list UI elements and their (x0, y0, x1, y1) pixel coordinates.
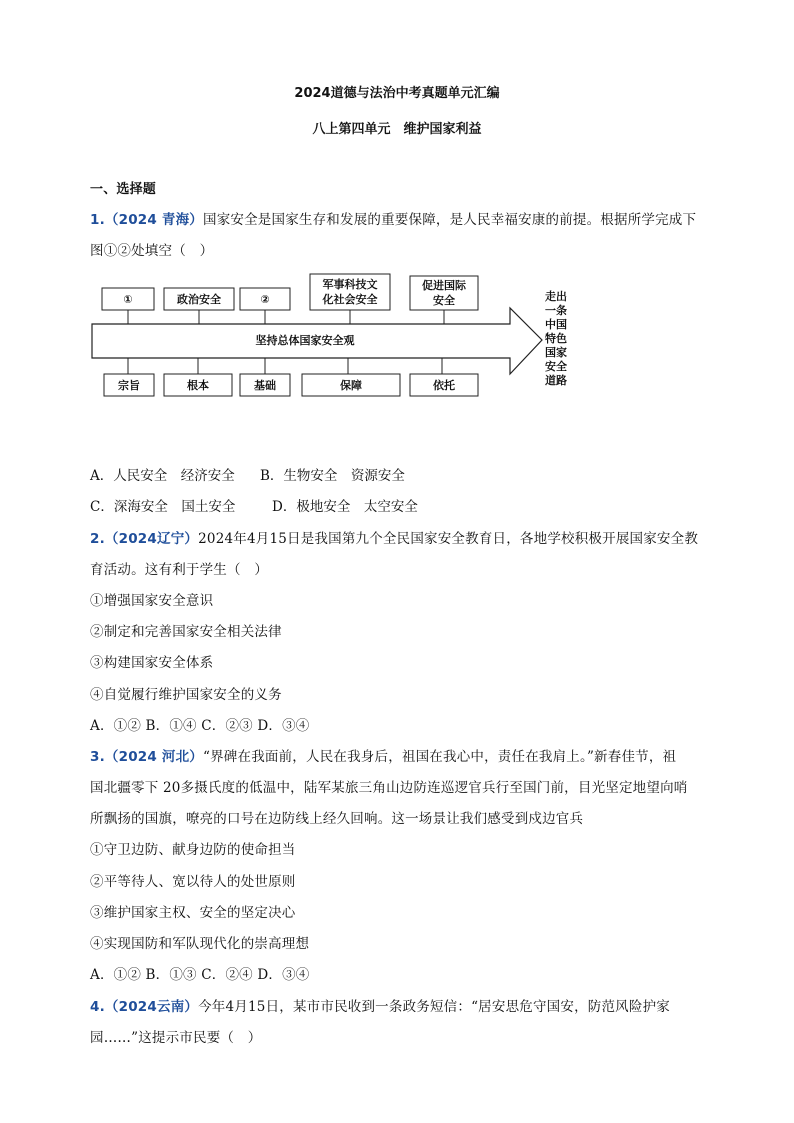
document-title: 2024道德与法治中考真题单元汇编 (294, 86, 500, 101)
q2-item-4: ④自觉履行维护国家安全的义务 (90, 687, 282, 703)
top-box-1-label: ① (123, 293, 133, 306)
q2-item-3: ③构建国家安全体系 (90, 655, 214, 671)
q3-text-1: “界碑在我面前，人民在我身后，祖国在我心中，责任在我肩上。”新春佳节，祖 (203, 749, 677, 765)
bottom-box-3 (240, 358, 290, 396)
top-box-4-label-2: 化社会安全 (322, 293, 378, 306)
q3-text-3: 所飘扬的国旗，嘹亮的口号在边防线上经久回响。这一场景让我们感受到戍边官兵 (90, 811, 584, 827)
bottom-box-1 (104, 358, 154, 396)
q2-text-1: 2024年4月15日是我国第九个全民国家安全教育日，各地学校积极开展国家安全教 (198, 531, 699, 547)
q4-text-2: 园……”这提示市民要（ ） (90, 1030, 262, 1046)
bottom-box-2-label: 根本 (187, 379, 209, 392)
top-box-4-label-1: 军事科技文 (322, 278, 378, 291)
q1-tag: 1.（2024 青海） (90, 212, 203, 228)
q3-item-4: ④实现国防和军队现代化的崇高理想 (90, 936, 310, 952)
bottom-box-4 (302, 358, 400, 396)
top-box-5-label-2: 安全 (433, 294, 455, 307)
q4-tag: 4.（2024云南） (90, 999, 199, 1015)
q4-line1 (90, 995, 670, 1015)
q3-item-2: ②平等待人、宽以待人的处世原则 (90, 874, 296, 890)
security-concept-diagram (90, 270, 610, 410)
bottom-box-4-label: 保障 (340, 379, 362, 392)
top-box-2 (164, 288, 234, 324)
top-box-2-label: 政治安全 (177, 293, 221, 306)
q3-tag: 3.（2024 河北） (90, 749, 203, 765)
q3-options: A．①② B．①③ C．②④ D．③④ (90, 967, 310, 983)
bottom-box-1-label: 宗旨 (118, 379, 140, 392)
q1-text-1: 国家安全是国家生存和发展的重要保障，是人民幸福安康的前提。根据所学完成下 (203, 212, 697, 228)
q3-item-3: ③维护国家主权、安全的坚定决心 (90, 905, 296, 921)
q2-options: A．①② B．①④ C．②③ D．③④ (90, 718, 310, 734)
side-label-4: 特色 (545, 332, 567, 345)
q1-text-2: 图①②处填空（ ） (90, 243, 214, 259)
q1-option-b: B．生物安全 资源安全 (260, 468, 405, 484)
arrow-label: 坚持总体国家安全观 (255, 334, 355, 347)
q1-option-a: A．人民安全 经济安全 (90, 468, 235, 484)
side-label-2: 一条 (545, 304, 567, 317)
side-label-3: 中国 (545, 318, 567, 331)
q3-item-1: ①守卫边防、献身边防的使命担当 (90, 842, 296, 858)
side-label-5: 国家 (545, 346, 567, 359)
q2-text-2: 育活动。这有利于学生（ ） (90, 562, 269, 578)
side-label-6: 安全 (545, 360, 567, 373)
q1-option-c: C．深海安全 国土安全 (90, 499, 236, 515)
q1-line1 (90, 208, 696, 228)
bottom-box-5 (410, 358, 478, 396)
q2-item-2: ②制定和完善国家安全相关法律 (90, 624, 282, 640)
document-subtitle: 八上第四单元 维护国家利益 (312, 122, 482, 137)
side-label-1: 走出 (545, 290, 567, 303)
side-label-7: 道路 (545, 374, 567, 387)
top-box-5 (410, 276, 478, 324)
q2-line1 (90, 527, 698, 547)
top-box-4 (310, 274, 390, 324)
q2-tag: 2.（2024辽宁） (90, 531, 199, 547)
q4-text-1: 今年4月15日，某市市民收到一条政务短信：“居安思危守国安，防范风险护家 (198, 999, 670, 1015)
top-box-3-label: ② (260, 293, 270, 306)
top-box-5-label-1: 促进国际 (422, 279, 466, 292)
q3-line1 (90, 745, 676, 765)
side-label (545, 289, 567, 387)
bottom-box-5-label: 依托 (433, 379, 455, 392)
q2-item-1: ①增强国家安全意识 (90, 593, 214, 609)
top-box-3 (240, 288, 290, 324)
q3-text-2: 国北疆零下 20多摄氏度的低温中，陆军某旅三角山边防连巡逻官兵行至国门前，目光坚定地望向哨 (90, 780, 688, 796)
q1-option-d: D．极地安全 太空安全 (272, 499, 418, 515)
bottom-box-3-label: 基础 (254, 379, 276, 392)
section-heading: 一、选择题 (90, 182, 157, 197)
bottom-box-2 (164, 358, 232, 396)
top-box-1 (102, 288, 154, 324)
